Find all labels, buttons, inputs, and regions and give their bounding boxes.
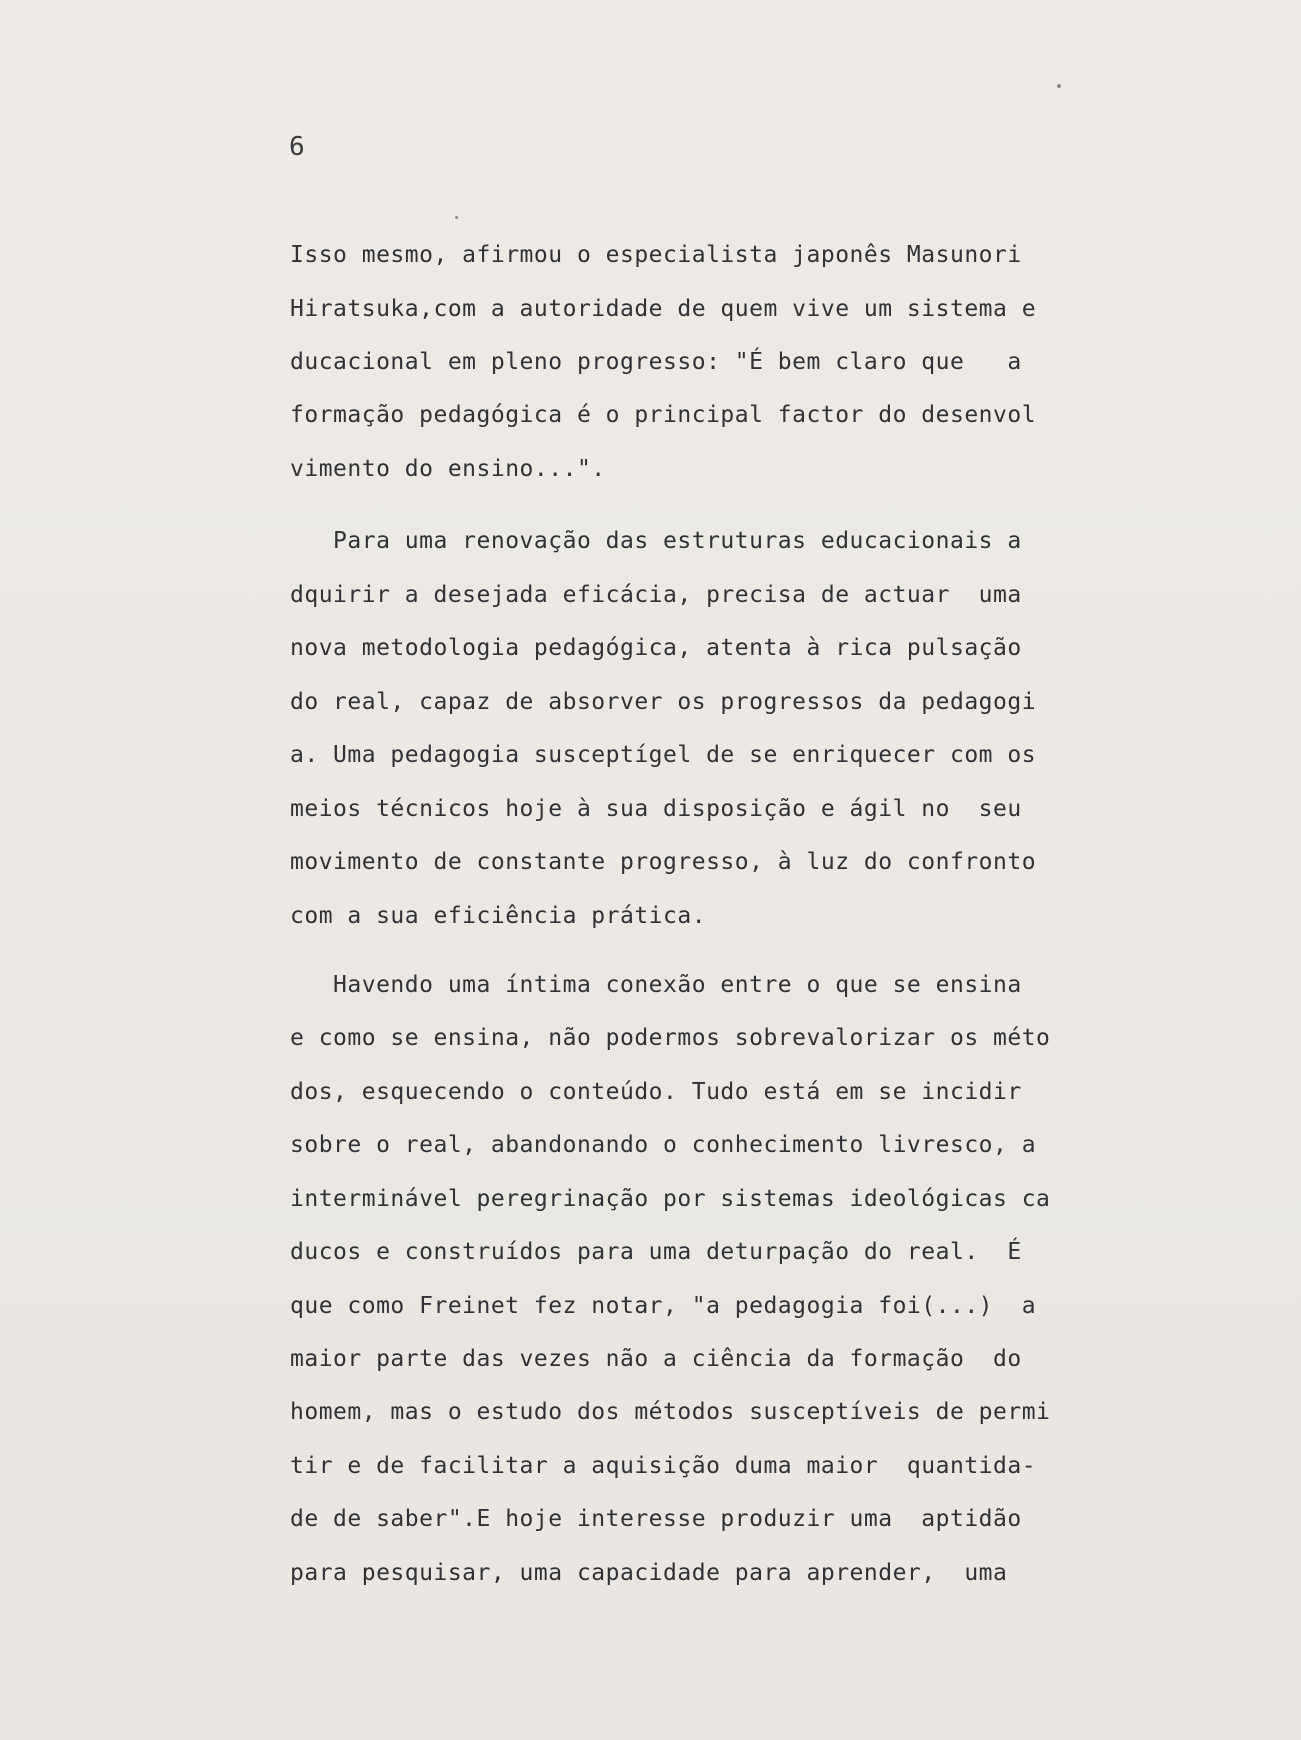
- text-line: tir e de facilitar a aquisição duma maior quantida-: [290, 1453, 1037, 1479]
- text-line: dos, esquecendo o conteúdo. Tudo está em se incidir: [290, 1079, 1022, 1105]
- text-line: de de saber".E hoje interesse produzir uma aptidão: [290, 1506, 1022, 1532]
- text-line: movimento de constante progresso, à luz do confronto: [290, 849, 1037, 875]
- text-line: ducos e construídos para uma deturpação do real. É: [290, 1239, 1022, 1265]
- text-line: Hiratsuka,com a autoridade de quem vive um sistema e: [290, 296, 1037, 322]
- text-line: que como Freinet fez notar, "a pedagogia foi(...) a: [290, 1293, 1037, 1319]
- text-line: a. Uma pedagogia susceptígel de se enriquecer com os: [290, 742, 1037, 768]
- speck: [1057, 84, 1061, 88]
- speck: [455, 216, 458, 219]
- text-line: Havendo uma íntima conexão entre o que se ensina: [290, 972, 1022, 998]
- text-line: e como se ensina, não podermos sobrevalorizar os méto: [290, 1025, 1051, 1051]
- text-line: do real, capaz de absorver os progressos da pedagogi: [290, 689, 1037, 715]
- text-line: maior parte das vezes não a ciência da formação do: [290, 1346, 1022, 1372]
- text-line: interminável peregrinação por sistemas ideológicas ca: [290, 1186, 1051, 1212]
- text-line: sobre o real, abandonando o conhecimento livresco, a: [290, 1132, 1037, 1158]
- text-line: Para uma renovação das estruturas educacionais a: [290, 528, 1022, 554]
- text-line: ducacional em pleno progresso: "É bem claro que a: [290, 349, 1022, 375]
- text-line: formação pedagógica é o principal factor do desenvol: [290, 402, 1037, 428]
- text-line: nova metodologia pedagógica, atenta à rica pulsação: [290, 635, 1022, 661]
- text-line: meios técnicos hoje à sua disposição e ágil no seu: [290, 796, 1022, 822]
- text-line: homem, mas o estudo dos métodos susceptíveis de permi: [290, 1399, 1051, 1425]
- text-line: com a sua eficiência prática.: [290, 903, 707, 929]
- page-number: 6: [289, 132, 305, 162]
- text-line: para pesquisar, uma capacidade para aprender, uma: [290, 1560, 1008, 1586]
- text-line: dquirir a desejada eficácia, precisa de actuar uma: [290, 582, 1022, 608]
- text-line: Isso mesmo, afirmou o especialista japonês Masunori: [290, 242, 1022, 268]
- text-line: vimento do ensino...".: [290, 456, 606, 482]
